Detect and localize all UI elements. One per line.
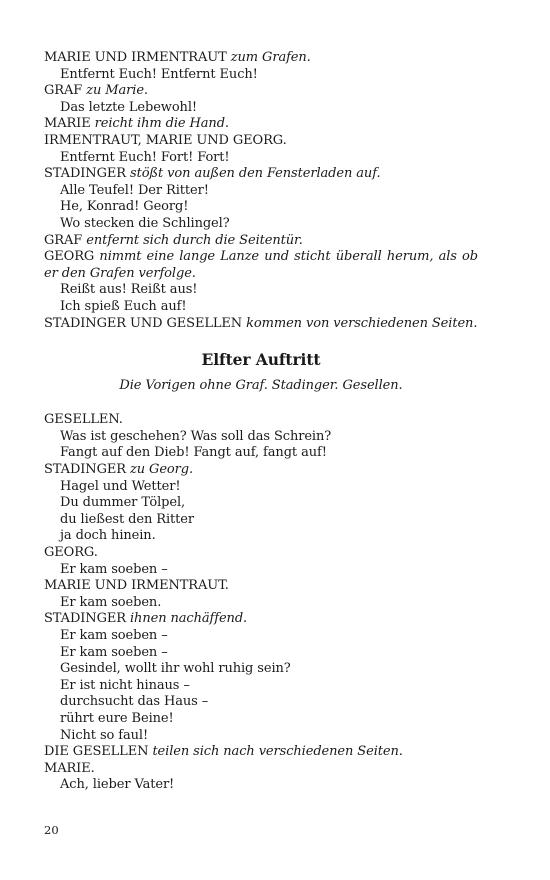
- scene-cast: Die Vorigen ohne Graf. Stadinger. Gesellen.: [119, 377, 403, 393]
- verse-line: Du dummer Tölpel,: [60, 495, 186, 511]
- stage-line: [44, 462, 478, 479]
- stage-line: [44, 50, 478, 67]
- speaker-name: STADINGER: [44, 166, 126, 182]
- verse-line: Er kam soeben.: [60, 594, 162, 610]
- verse-line: Er ist nicht hinaus –: [60, 677, 190, 693]
- speaker-name: STADINGER UND GESELLEN: [44, 315, 243, 331]
- stage-direction: kommen von verschiedenen Seiten.: [246, 315, 478, 331]
- verse-line: du ließest den Ritter: [60, 511, 194, 527]
- verse-line: Entfernt Euch! Entfernt Euch!: [60, 66, 258, 82]
- verse-line: Entfernt Euch! Fort! Fort!: [60, 149, 230, 165]
- speaker-name: GEORG.: [44, 545, 98, 561]
- verse-line: Wo stecken die Schlingel?: [60, 215, 230, 231]
- verse-line: Er kam soeben –: [60, 628, 168, 643]
- verse-line: Alle Teufel! Der Ritter!: [60, 182, 209, 198]
- verse-line: Was ist geschehen? Was soll das Schrein?: [60, 428, 332, 444]
- stage-direction: reicht ihm die Hand.: [94, 116, 229, 132]
- stage-direction: teilen sich nach verschiedenen Seiten.: [152, 744, 403, 760]
- play-text: [44, 50, 478, 794]
- stage-direction: stößt von außen den Fensterladen auf.: [130, 166, 381, 182]
- verse-line: Er kam soeben –: [60, 644, 168, 660]
- stage-line: [44, 166, 478, 183]
- page-number: 20: [44, 823, 59, 837]
- section-before: [44, 50, 478, 332]
- scene-title: Elfter Auftritt: [201, 350, 321, 370]
- stage-line: [44, 116, 478, 133]
- verse-line: Das letzte Lebewohl!: [60, 99, 198, 115]
- verse-line: He, Konrad! Georg!: [60, 199, 189, 215]
- stage-line: [44, 316, 478, 333]
- speaker-name: GRAF: [44, 83, 83, 99]
- verse-line: Gesindel, wollt ihr wohl ruhig sein?: [60, 661, 291, 677]
- verse-line: durchsucht das Haus –: [60, 694, 209, 710]
- stage-line: [44, 744, 478, 761]
- stage-direction: ihnen nachäffend.: [130, 611, 248, 627]
- speaker-name: MARIE UND IRMENTRAUT: [44, 50, 227, 65]
- speaker-name: STADINGER: [44, 462, 126, 478]
- speaker-name: STADINGER: [44, 611, 126, 627]
- stage-line: [44, 233, 478, 250]
- speaker-name: DIE GESELLEN: [44, 744, 149, 760]
- verse-line: Ach, lieber Vater!: [60, 777, 175, 793]
- speaker-name: GEORG: [44, 249, 95, 265]
- speaker-name: GRAF: [44, 232, 83, 248]
- verse-line: Fangt auf den Dieb! Fangt auf, fangt auf!: [60, 445, 327, 461]
- stage-direction: entfernt sich durch die Seitentür.: [86, 232, 303, 248]
- verse-line: Hagel und Wetter!: [60, 478, 181, 494]
- stage-line: [44, 249, 478, 282]
- stage-direction: zum Grafen.: [230, 50, 311, 65]
- section-after: [44, 412, 478, 794]
- verse-line: Reißt aus! Reißt aus!: [60, 282, 198, 298]
- verse-line: ja doch hinein.: [60, 528, 156, 544]
- stage-direction: nimmt eine lange Lanze und sticht überall herum, als ob er den Grafen verfolge.: [44, 249, 478, 281]
- stage-direction: zu Marie.: [86, 83, 148, 99]
- stage-line: [44, 611, 478, 628]
- speaker-name: GESELLEN.: [44, 412, 123, 428]
- stage-direction: zu Georg.: [130, 462, 194, 478]
- verse-line: Er kam soeben –: [60, 561, 168, 577]
- stage-line: [44, 83, 478, 100]
- speaker-name: MARIE.: [44, 760, 95, 776]
- verse-line: Ich spieß Euch auf!: [60, 298, 187, 314]
- verse-line: rührt eure Beine!: [60, 710, 174, 726]
- speaker-name: MARIE: [44, 116, 91, 132]
- verse-line: Nicht so faul!: [60, 727, 149, 743]
- speaker-name: IRMENTRAUT, MARIE UND GEORG.: [44, 132, 287, 148]
- speaker-name: MARIE UND IRMENTRAUT.: [44, 578, 229, 594]
